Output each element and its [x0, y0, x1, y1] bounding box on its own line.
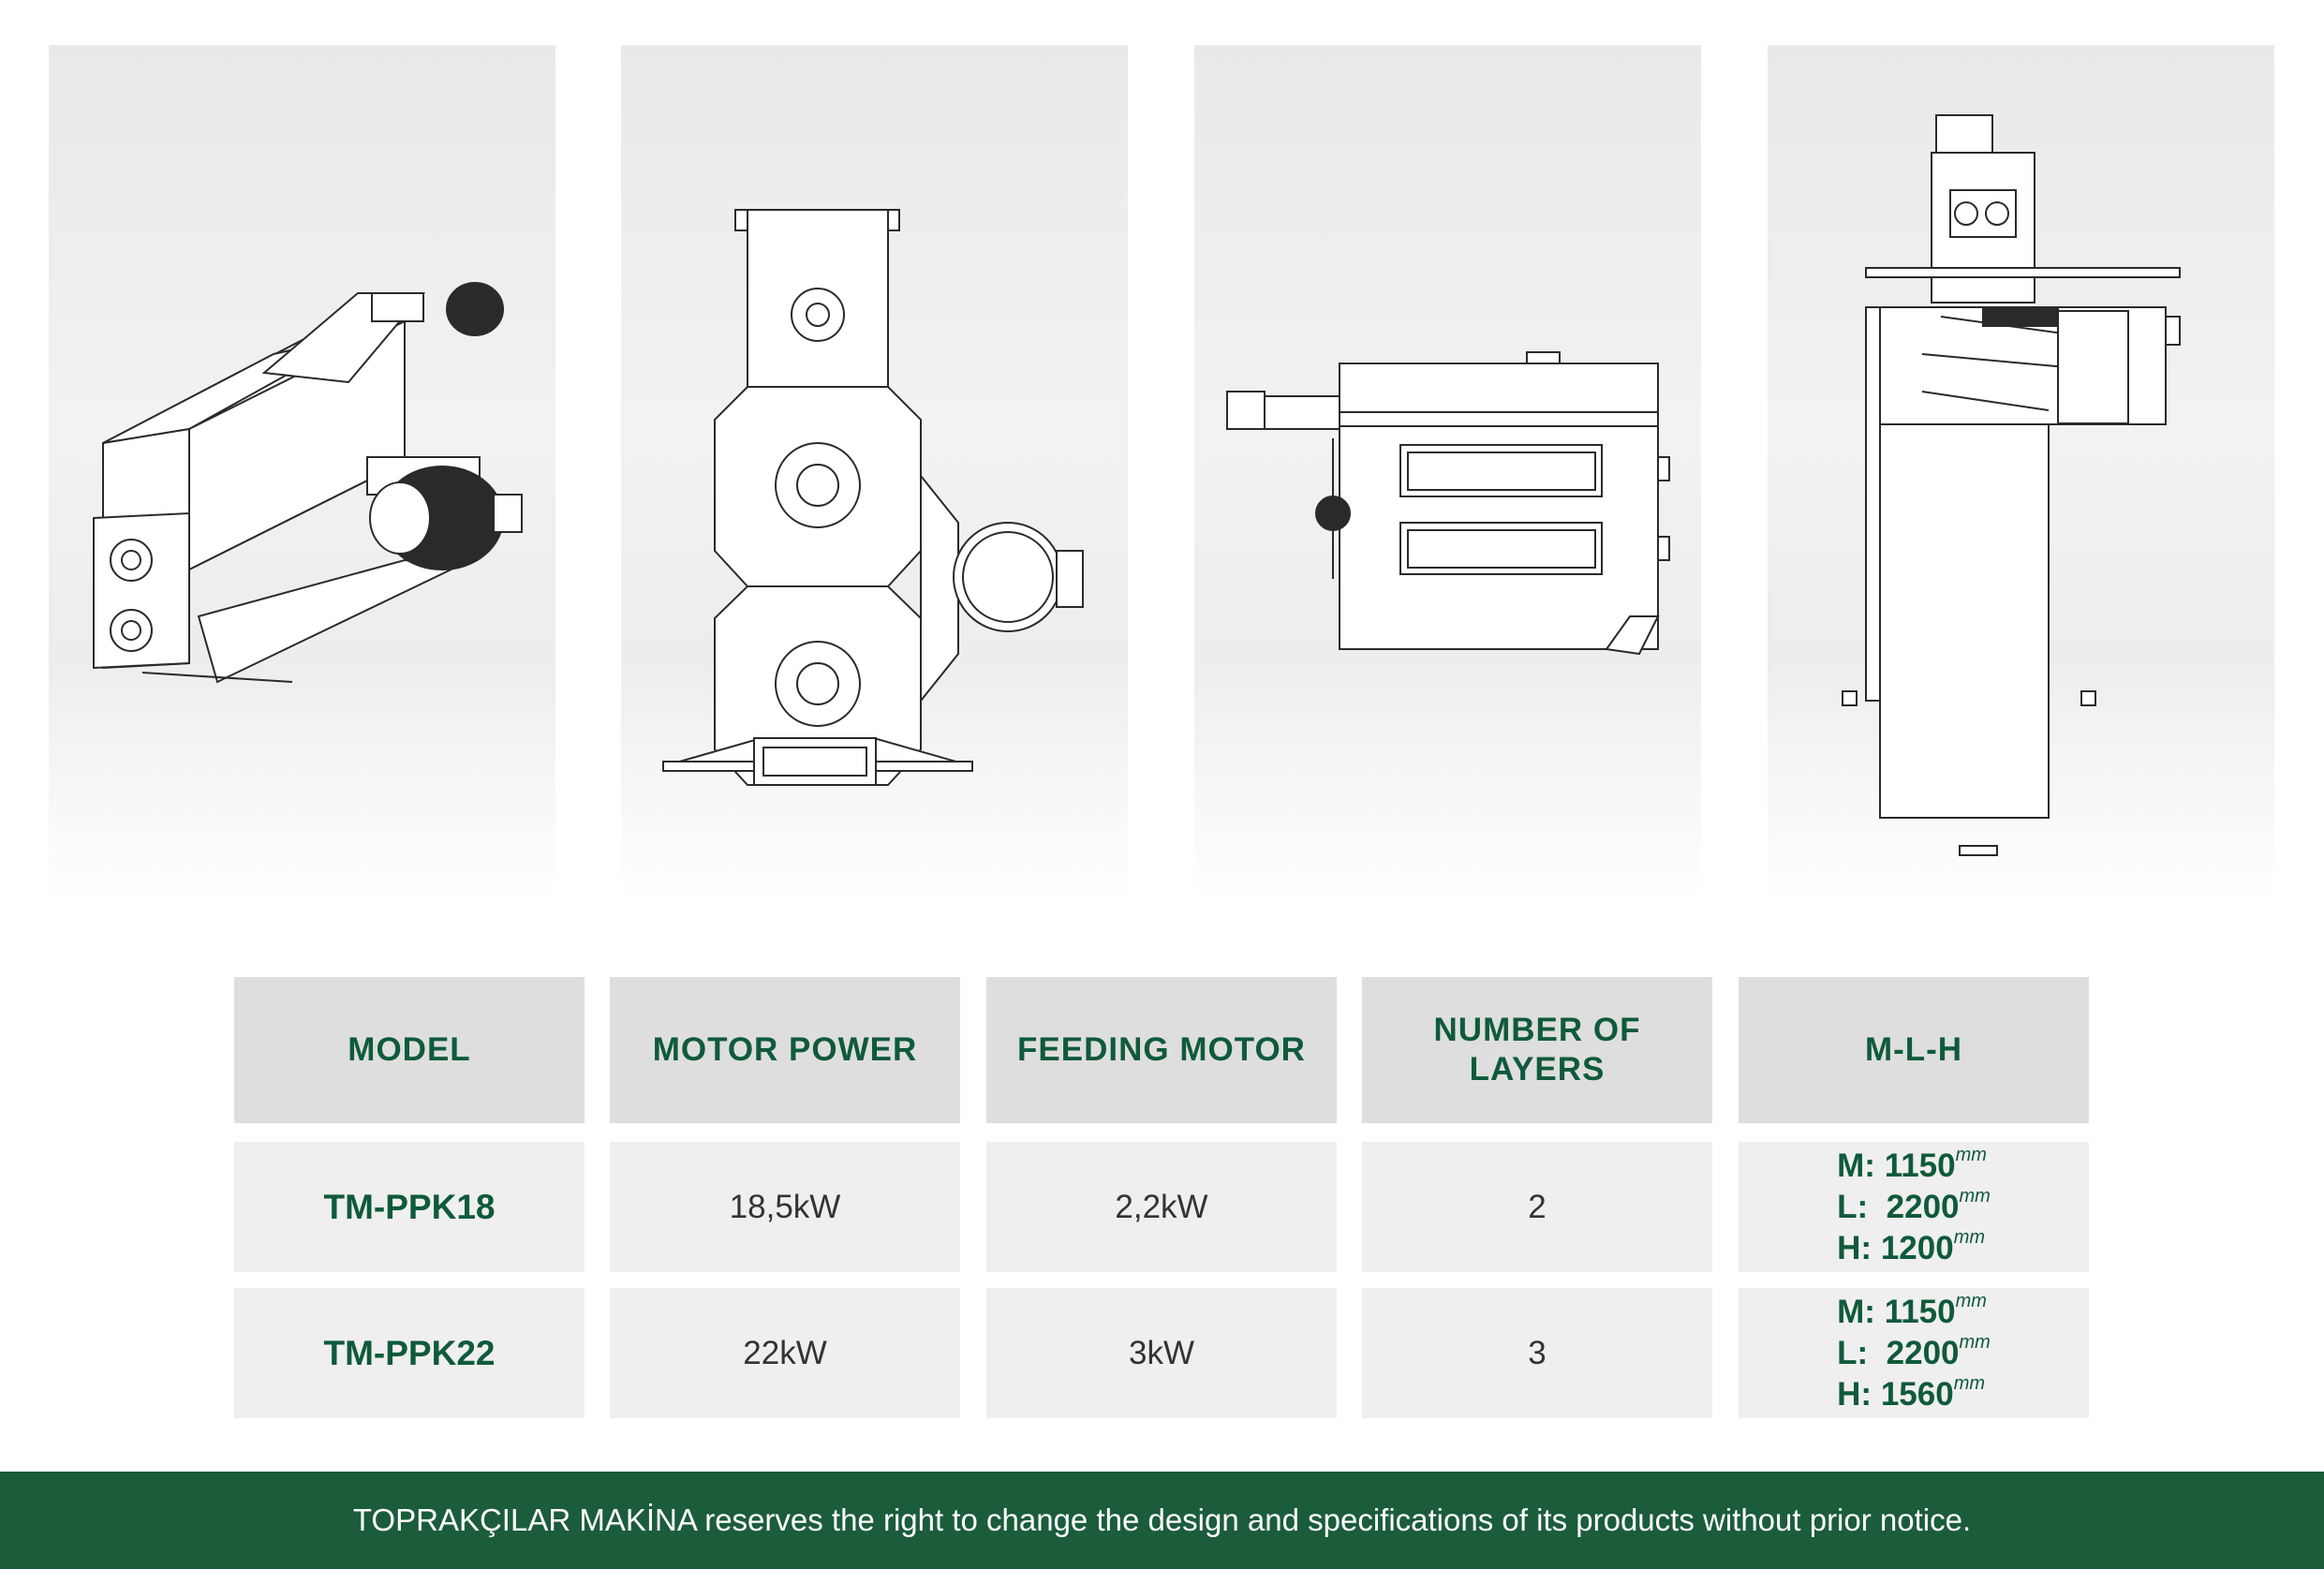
machine-top-drawing [1768, 45, 2274, 898]
dimension-list [1837, 1146, 1991, 1269]
product-image-side [1194, 45, 1701, 898]
product-image-top [1768, 45, 2274, 898]
machine-front-drawing [621, 45, 1128, 898]
product-image-front [621, 45, 1128, 898]
machine-side-drawing [1194, 45, 1701, 898]
dimension-l: L: $2200^{mm}$ [1837, 1185, 1991, 1225]
row2-dimensions [1739, 1288, 2089, 1418]
header-feeding-motor: FEEDING MOTOR [986, 977, 1337, 1123]
row2-motor-power: 22kW [610, 1288, 960, 1418]
header-mlh: M-L-H [1739, 977, 2089, 1123]
dimension-l: L: $2200^{mm}$ [1837, 1331, 1991, 1371]
dimension-h: H: $1200^{mm}$ [1837, 1226, 1986, 1266]
row2-model: TM-PPK22 [234, 1288, 585, 1418]
row2-layers: 3 [1362, 1288, 1712, 1418]
header-model: MODEL [234, 977, 585, 1123]
row1-dimensions [1739, 1142, 2089, 1272]
dimension-m: M: $1150^{mm}$ [1837, 1144, 1987, 1184]
header-motor-power: MOTOR POWER [610, 977, 960, 1123]
dimension-list [1837, 1292, 1991, 1415]
product-image-isometric [49, 45, 555, 898]
machine-isometric-drawing [49, 45, 555, 898]
header-number-of-layers: NUMBER OF LAYERS [1362, 977, 1712, 1123]
row2-feeding-motor: 3kW [986, 1288, 1337, 1418]
dimension-m: M: $1150^{mm}$ [1837, 1290, 1987, 1330]
row1-feeding-motor: 2,2kW [986, 1142, 1337, 1272]
dimension-h: H: $1560^{mm}$ [1837, 1372, 1986, 1413]
row1-layers: 2 [1362, 1142, 1712, 1272]
row1-model: TM-PPK18 [234, 1142, 585, 1272]
footer-notice: TOPRAKÇILAR MAKİNA reserves the right to change the design and specifications of its products without prior notice. [0, 1472, 2324, 1569]
row1-motor-power: 18,5kW [610, 1142, 960, 1272]
